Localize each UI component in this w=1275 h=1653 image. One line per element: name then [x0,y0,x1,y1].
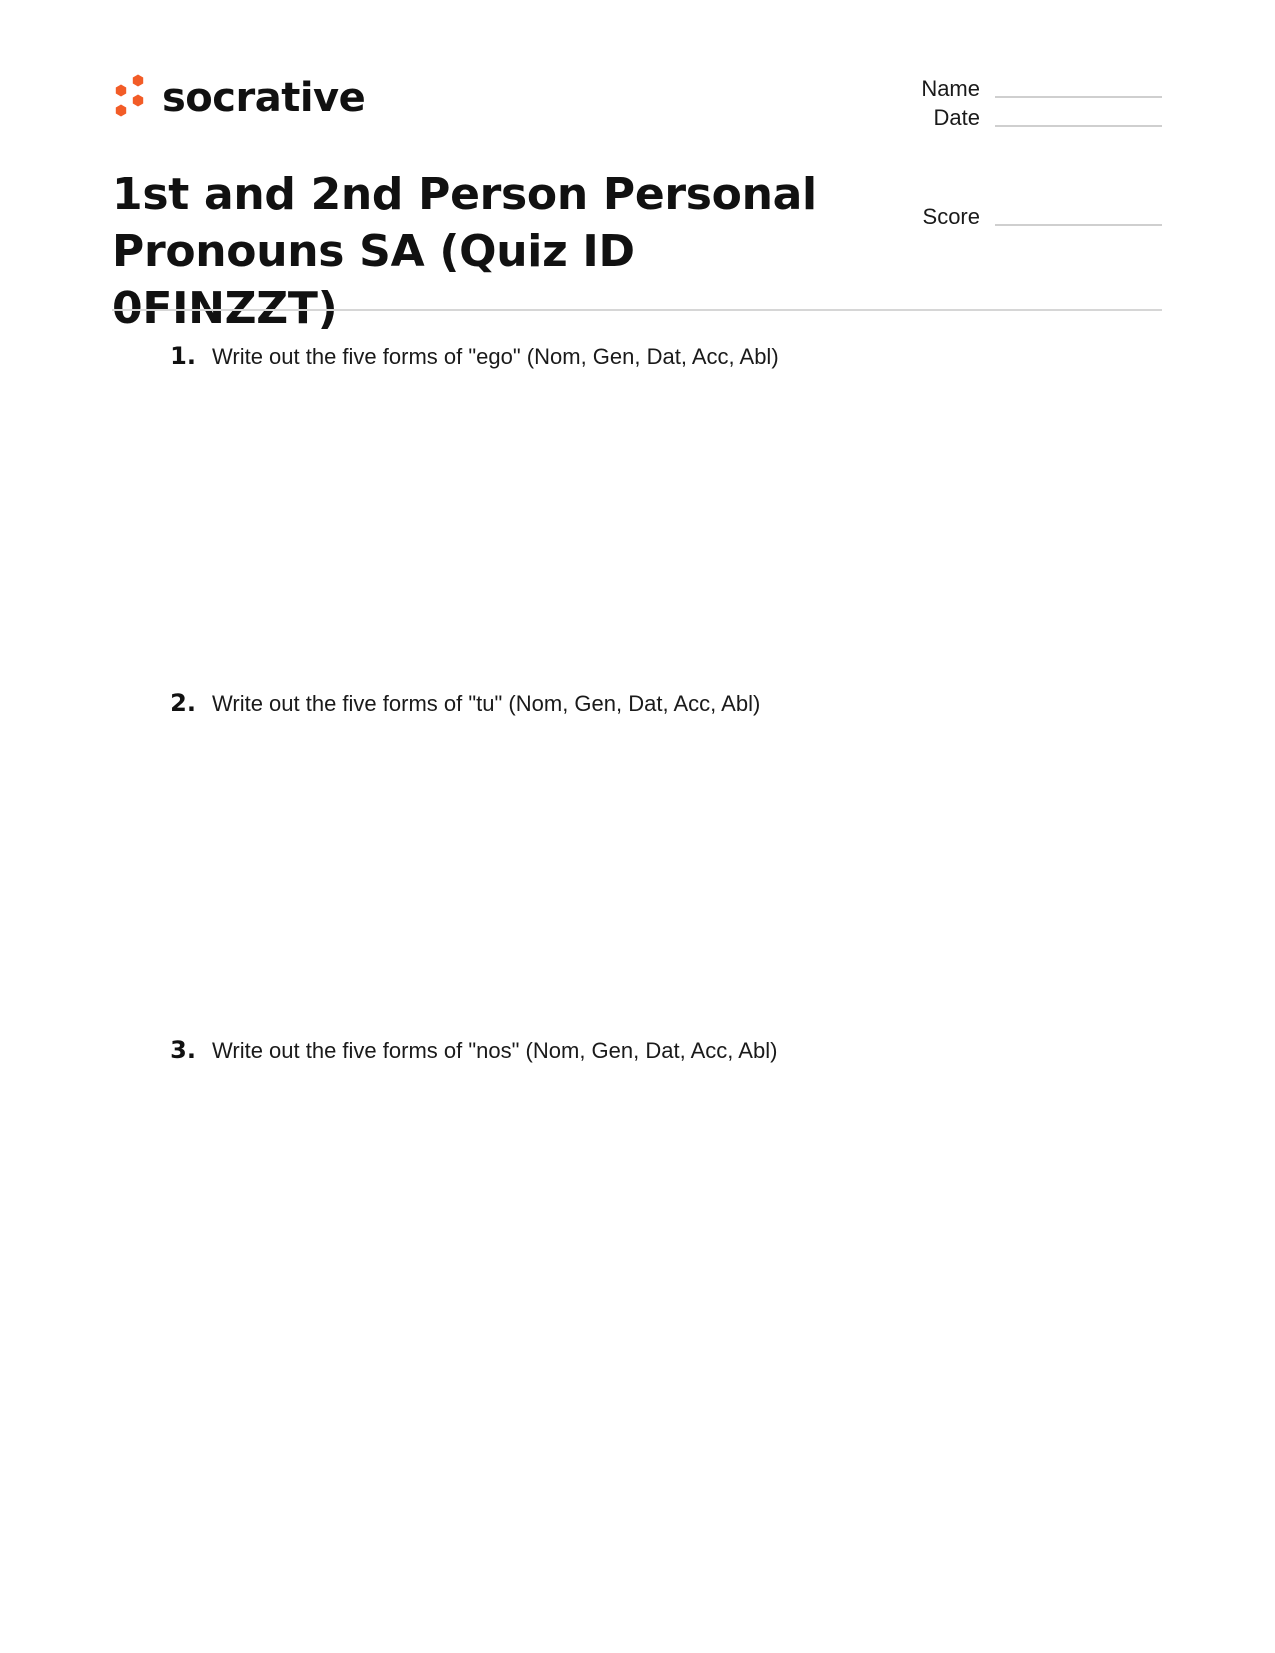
name-field [900,78,1162,100]
socrative-logo [112,72,365,124]
date-field [900,107,1162,129]
question-1 [160,342,779,370]
header-divider [112,309,1162,311]
question-text: Write out the five forms of "nos" (Nom, Gen, Dat, Acc, Abl) [212,1038,778,1063]
date-label: Date [933,105,980,130]
logo-wordmark: socrative [162,75,366,121]
quiz-title: 1st and 2nd Person Personal Pronouns SA (Quiz ID 0FINZZT) [112,169,817,334]
question-text: Write out the five forms of "tu" (Nom, Gen, Dat, Acc, Abl) [212,691,761,716]
socrative-hexagon-icon [112,73,150,123]
question-number: 1. [170,342,196,370]
name-blank-line[interactable] [995,96,1162,98]
name-label: Name [921,76,980,101]
question-number: 2. [170,689,196,717]
score-label: Score [922,204,980,229]
question-2 [160,689,760,717]
date-blank-line[interactable] [995,125,1162,127]
question-number: 3. [170,1036,196,1064]
question-3 [160,1036,777,1064]
question-text: Write out the five forms of "ego" (Nom, Gen, Dat, Acc, Abl) [212,344,779,369]
score-field [900,206,1162,228]
score-blank-line[interactable] [995,224,1162,226]
